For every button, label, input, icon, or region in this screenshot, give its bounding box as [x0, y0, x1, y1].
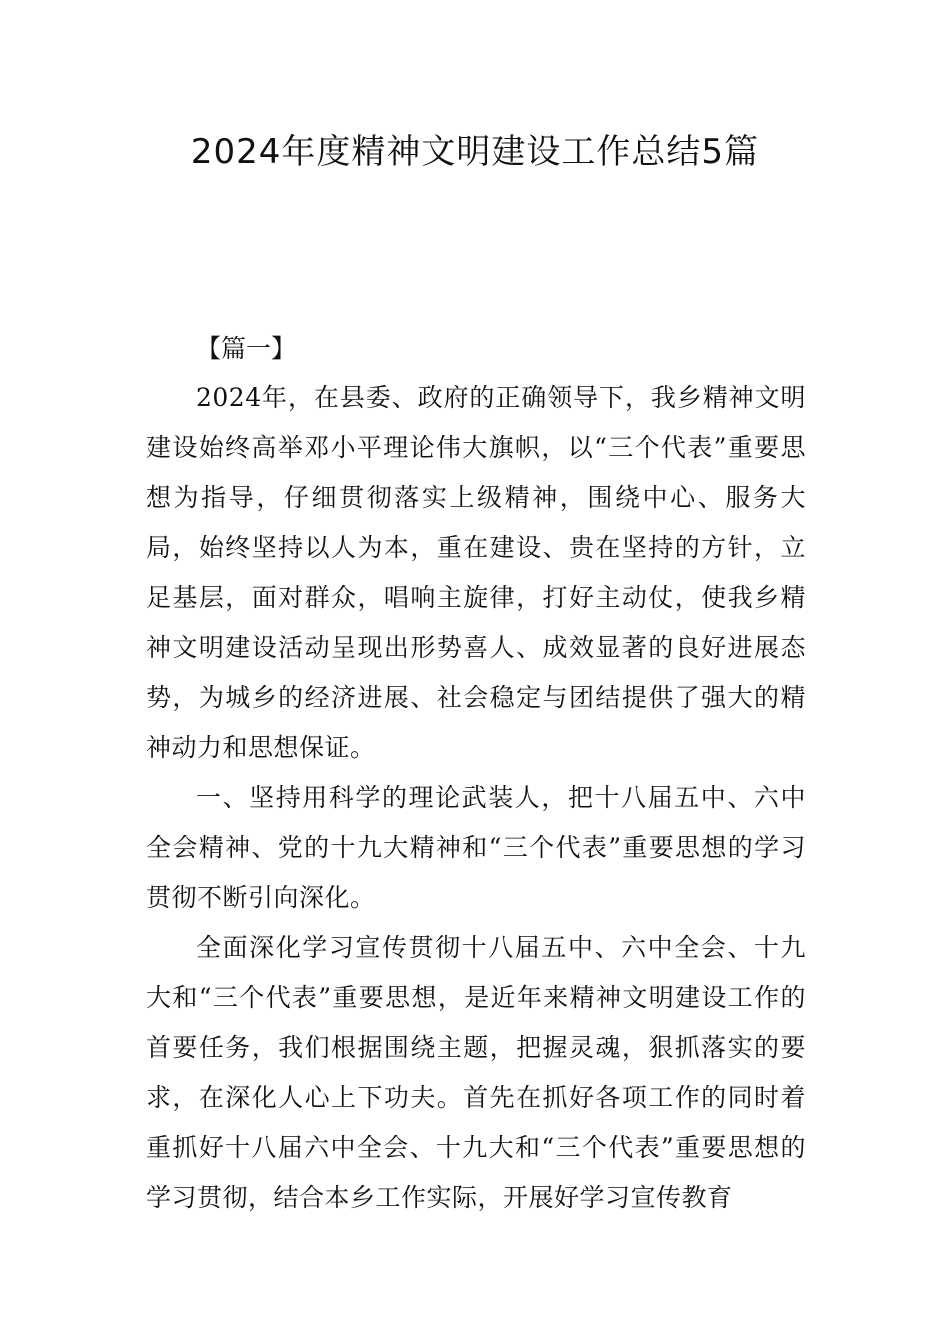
paragraph-2: 一、坚持用科学的理论武装人，把十八届五中、六中全会精神、党的十九大精神和“三个代表”重要思想的学习贯彻不断引向深化。	[146, 783, 806, 912]
paragraph-3: 全面深化学习宣传贯彻十八届五中、六中全会、十九大和“三个代表”重要思想，是近年来精神文明建设工作的首要任务，我们根据围绕主题，把握灵魂，狠抓落实的要求，在深化人心上下功夫。首先在抓好各项工作的同时着重抓好十八届六中全会、十九大和“三个代表”重要思想的学习贯彻，结合本乡工作实际，开展好学习宣传教育	[146, 933, 806, 1212]
document-title: 2024年度精神文明建设工作总结5篇	[190, 132, 760, 172]
paragraph-1: 2024年，在县委、政府的正确领导下，我乡精神文明建设始终高举邓小平理论伟大旗帜，以“三个代表”重要思想为指导，仔细贯彻落实上级精神，围绕中心、服务大局，始终坚持以人为本，重在建设、贵在坚持的方针，立足基层，面对群众，唱响主旋律，打好主动仗，使我乡精神文明建设活动呈现出形势喜人、成效显著的良好进展态势，为城乡的经济进展、社会稳定与团结提供了强大的精神动力和思想保证。	[146, 383, 806, 762]
section-label: 【篇一】	[196, 334, 297, 363]
